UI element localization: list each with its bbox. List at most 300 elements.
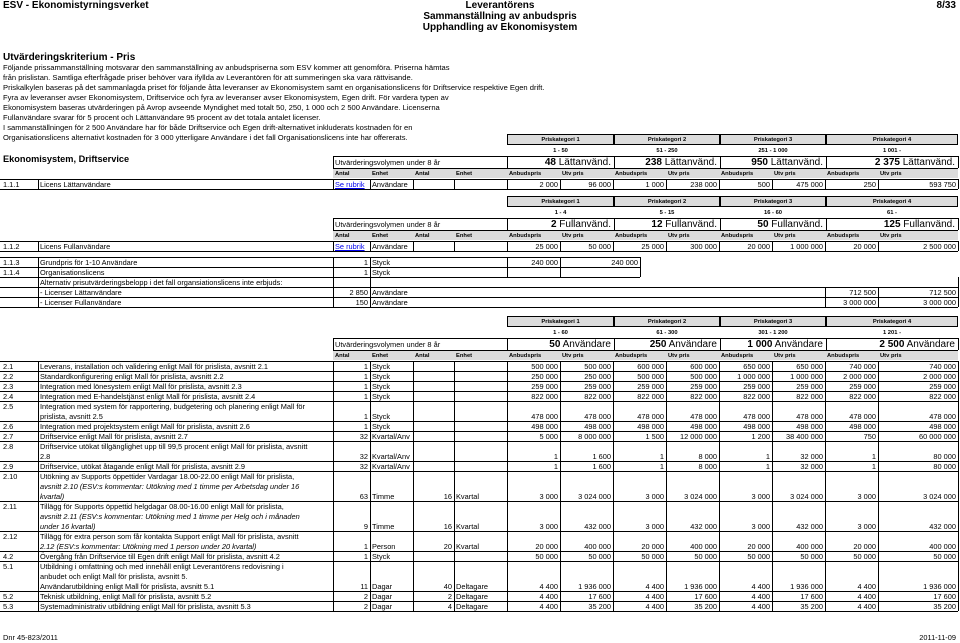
row-qty2: 40 — [443, 582, 452, 591]
row-text: Systemadministrativ utbildning enligt Mall för prislista, avsnitt 5.3 — [40, 602, 251, 611]
rule-line — [370, 257, 371, 307]
row-text: Licens Lättanvändare — [40, 180, 111, 189]
row-unit2: Deltagare — [456, 592, 489, 601]
section-heading: Utvärderingskriterium - Pris — [3, 52, 136, 63]
rule-line — [825, 381, 826, 391]
header-mid: Sammanställning av anbudspris — [423, 11, 577, 22]
rule-line — [719, 361, 720, 371]
intro-line: I sammanställningen för 2 500 Användare har för både Driftservice och Egen drift-alternativet inkluderats kostnaden för en — [3, 123, 413, 132]
col-header-anbudspris: Anbudspris — [721, 353, 754, 359]
row-text: Licens Fullanvändare — [40, 242, 111, 251]
rule-line — [666, 591, 667, 601]
price-value: 1 936 000 — [684, 582, 717, 591]
rule-line — [507, 421, 508, 431]
price-value: 822 000 — [584, 392, 611, 401]
rule-line — [370, 461, 371, 471]
row-unit: Styck — [372, 392, 391, 401]
price-value: 38 400 000 — [786, 432, 823, 441]
price-value: 4 400 — [645, 592, 664, 601]
row-unit2: Deltagare — [456, 582, 489, 591]
category-label: Priskategori 4 — [872, 319, 912, 325]
row-text: Integration med lönesystem enligt Mall för prislista, avsnitt 2.3 — [40, 382, 242, 391]
rule-line — [454, 179, 455, 189]
col-header-anbudspris: Anbudspris — [615, 171, 648, 177]
page-number: 8/33 — [936, 0, 956, 11]
rule-line — [772, 591, 773, 601]
rule-line — [613, 561, 614, 591]
rule-line — [507, 257, 508, 277]
row-unit: Styck — [372, 552, 391, 561]
row-qty: 32 — [359, 432, 368, 441]
rule-line — [333, 391, 334, 401]
section-title: Ekonomisystem, Driftservice — [3, 154, 130, 164]
category-range: 1 - 60 — [553, 330, 568, 336]
price-value: 432 000 — [690, 522, 717, 531]
price-value: 20 000 — [853, 242, 876, 251]
se-rubrik-link[interactable]: Se rubrik — [335, 242, 365, 251]
price-value: 3 024 000 — [578, 492, 611, 501]
row-text: Alternativ prisutvärderingsbelopp i det fall organsiationslicens inte erbjuds: — [40, 278, 283, 287]
price-value: 50 000 — [853, 552, 876, 561]
volume-value — [826, 219, 955, 230]
rule-line — [772, 551, 773, 561]
rule-line — [38, 601, 39, 611]
header-bot: Upphandling av Ekonomisystem — [422, 22, 578, 33]
category-range: 16 - 60 — [763, 210, 783, 216]
price-value: 498 000 — [584, 422, 611, 431]
rule-line — [772, 241, 773, 251]
row-unit2: Deltagare — [456, 602, 489, 611]
rule-line — [825, 431, 826, 441]
rule-line — [825, 441, 826, 461]
rule-line — [958, 501, 959, 531]
intro-line: Följande prissammanställning motsvarar den sammanställning av anbudspriserna som ESV kommer att genomföra. Priserna hämtas — [3, 63, 450, 72]
price-value: 50 000 — [588, 242, 611, 251]
price-value: 1 600 — [592, 452, 611, 461]
rule-line — [613, 471, 614, 501]
rule-line — [560, 391, 561, 401]
rule-line — [370, 471, 371, 501]
rule-line — [333, 218, 334, 230]
rule-line — [666, 179, 667, 189]
price-value: 822 000 — [637, 392, 664, 401]
row-text: Organisationslicens — [40, 268, 105, 277]
category-range: 5 - 15 — [659, 210, 675, 216]
row-text: avsnitt 2.10 (ESV:s kommentar: Utökning med 1 timme per Arbetsdag under 16 — [40, 482, 300, 491]
category-label: Priskategori 3 — [753, 137, 793, 143]
row-text: Driftservice utökat tillgänglighet upp till 99,5 procent enligt Mall för prislista, avsnitt — [40, 442, 308, 451]
price-value: 478 000 — [637, 412, 664, 421]
rule-line — [825, 179, 826, 189]
rule-line — [454, 551, 455, 561]
price-value: 50 000 — [933, 552, 956, 561]
price-value: 1 — [871, 462, 876, 471]
row-id: 1.1.1 — [3, 180, 20, 189]
price-value: 1 936 000 — [923, 582, 956, 591]
col-header-utvpris: Utv pris — [774, 171, 796, 177]
price-value: 475 000 — [796, 180, 823, 189]
rule-line — [454, 561, 455, 591]
price-value: 478 000 — [531, 412, 558, 421]
rule-line — [613, 361, 614, 371]
col-header-utvpris: Utv pris — [668, 233, 690, 239]
price-value: 35 200 — [588, 602, 611, 611]
price-value: 750 — [863, 432, 876, 441]
col-header-utvpris: Utv pris — [668, 353, 690, 359]
rule-line — [666, 471, 667, 501]
rule-line — [38, 531, 39, 551]
row-text: Grundpris för 1-10 Användare — [40, 258, 138, 267]
price-value: 4 400 — [857, 602, 876, 611]
rule-line — [333, 257, 334, 307]
row-id: 2.1 — [3, 362, 14, 371]
price-value: 3 000 000 — [843, 298, 876, 307]
volume-value — [614, 219, 717, 230]
rule-line — [507, 391, 508, 401]
rule-line — [333, 441, 334, 461]
price-value: 1 — [553, 462, 558, 471]
price-value: 498 000 — [690, 422, 717, 431]
rule-line — [413, 381, 414, 391]
row-qty: 9 — [363, 522, 368, 531]
price-value: 1 936 000 — [578, 582, 611, 591]
col-header-antal: Antal — [335, 171, 350, 177]
price-value: 250 000 — [531, 372, 558, 381]
rule-line — [370, 361, 371, 371]
rule-line — [370, 391, 371, 401]
rule-line — [454, 441, 455, 461]
rule-line — [719, 531, 720, 551]
price-value: 1 500 — [645, 432, 664, 441]
rule-line — [507, 561, 508, 591]
row-id: 2.6 — [3, 422, 14, 431]
rule-line — [560, 431, 561, 441]
rule-line — [333, 371, 334, 381]
col-header-anbudspris: Anbudspris — [721, 171, 754, 177]
rule-line — [825, 391, 826, 401]
volume-number: 2 — [550, 219, 557, 230]
rule-line — [719, 471, 720, 501]
rule-line — [370, 591, 371, 601]
rule-line — [878, 179, 879, 189]
row-id: 1.1.4 — [3, 268, 20, 277]
intro-line: Ekonomisystem baseras utvärderingen på Avrop avseende Myndighet med totalt 50, 250, 1 000 och 2 500 Användare. Licenserna — [3, 103, 440, 112]
price-value: 50 000 — [747, 552, 770, 561]
rule-line — [719, 371, 720, 381]
category-range: 1 201 - — [882, 330, 902, 336]
rule-line — [613, 531, 614, 551]
rule-line — [772, 391, 773, 401]
price-value: 250 — [863, 180, 876, 189]
rule-line — [370, 371, 371, 381]
rule-line — [878, 431, 879, 441]
row-unit: Användare — [372, 180, 408, 189]
rule-line — [825, 471, 826, 501]
row-text: Tillägg för extra person som får kontakta Support enligt Mall för prislista, avsnitt — [40, 532, 299, 541]
row-unit: Timme — [372, 522, 395, 531]
price-value: 498 000 — [637, 422, 664, 431]
price-value: 3 000 — [539, 522, 558, 531]
price-value: 17 600 — [588, 592, 611, 601]
rule-line — [878, 381, 879, 391]
row-qty: 1 — [363, 542, 368, 551]
rule-line — [38, 401, 39, 421]
rule-line — [454, 591, 455, 601]
price-value: 478 000 — [584, 412, 611, 421]
volume-number: 50 — [757, 219, 769, 230]
price-value: 259 000 — [849, 382, 876, 391]
price-value: 240 000 — [531, 258, 558, 267]
category-range: 51 - 250 — [656, 148, 678, 154]
col-header-anbudspris: Anbudspris — [509, 233, 542, 239]
rule-line — [333, 471, 334, 501]
rule-line — [772, 471, 773, 501]
price-value: 712 500 — [849, 288, 876, 297]
rule-line — [878, 421, 879, 431]
rule-line — [333, 601, 334, 611]
rule-line — [454, 601, 455, 611]
price-value: 5 000 — [539, 432, 558, 441]
volume-number: 125 — [883, 219, 901, 230]
price-value: 1 000 — [645, 180, 664, 189]
rule-line — [719, 241, 720, 251]
volume-unit: Användare — [904, 339, 955, 350]
rule-line — [878, 441, 879, 461]
row-text: Utbildning i omfattning och med innehåll enligt Leverantörens redovisning i — [40, 562, 284, 571]
row-text: kvartal) — [40, 492, 65, 501]
rule-line — [878, 287, 879, 307]
rule-line — [413, 361, 414, 371]
rule-line — [958, 277, 959, 307]
volume-unit: Fullanvänd. — [900, 219, 955, 230]
rule-line — [507, 441, 508, 461]
row-id: 2.8 — [3, 442, 14, 451]
col-header-anbudspris: Anbudspris — [827, 171, 860, 177]
rule-line — [825, 287, 826, 307]
category-label: Priskategori 1 — [541, 199, 580, 205]
row-id: 2.9 — [3, 462, 14, 471]
rule-line — [719, 461, 720, 471]
price-value: 498 000 — [531, 422, 558, 431]
rule-line — [333, 401, 334, 421]
rule-line — [613, 381, 614, 391]
price-value: 259 000 — [929, 382, 956, 391]
row-text: Tillägg för Supports öppettid helgdagar 08.00-16.00 enligt Mall för prislista, — [40, 502, 284, 511]
rule-line — [333, 381, 334, 391]
col-header-utvpris: Utv pris — [562, 171, 584, 177]
row-qty: 2 850 — [349, 288, 368, 297]
price-value: 3 000 000 — [923, 298, 956, 307]
row-unit: Användare — [372, 288, 408, 297]
col-header-utvpris: Utv pris — [880, 171, 902, 177]
rule-line — [560, 421, 561, 431]
price-value: 35 200 — [800, 602, 823, 611]
price-value: 712 500 — [929, 288, 956, 297]
rule-line — [958, 218, 959, 230]
col-header-enhet: Enhet — [456, 233, 473, 239]
row-unit: Dagar — [372, 582, 393, 591]
price-value: 822 000 — [531, 392, 558, 401]
price-value: 17 600 — [933, 592, 956, 601]
price-value: 25 000 — [641, 242, 664, 251]
rule-line — [613, 179, 614, 189]
rule-line — [507, 179, 508, 189]
rule-line — [719, 179, 720, 189]
volume-value — [720, 339, 823, 350]
price-value: 1 — [659, 462, 664, 471]
row-qty2: 16 — [443, 492, 452, 501]
rule-line — [413, 591, 414, 601]
rule-line — [958, 561, 959, 591]
price-value: 1 200 — [751, 432, 770, 441]
row-unit: Person — [372, 542, 396, 551]
row-text: Integration med E-handelstjänst enligt Mall för prislista, avsnitt 2.4 — [40, 392, 256, 401]
price-value: 432 000 — [929, 522, 956, 531]
rule-line — [958, 156, 959, 168]
row-qty2: 20 — [443, 542, 452, 551]
col-header-antal: Antal — [335, 353, 350, 359]
row-text: Övergång från Driftservice till Egen drift enligt Mall för prislista, avsnitt 4.2 — [40, 552, 280, 561]
price-value: 400 000 — [796, 542, 823, 551]
col-header-antal: Antal — [335, 233, 350, 239]
volume-number: 12 — [651, 219, 663, 230]
category-range: 1 - 50 — [553, 148, 568, 154]
rule-line — [38, 257, 39, 307]
row-text: Integration med system för rapportering, budgetering och planering enligt Mall för — [40, 402, 305, 411]
row-id: 5.1 — [3, 562, 14, 571]
rule-line — [413, 601, 414, 611]
rule-line — [333, 591, 334, 601]
rule-line — [560, 381, 561, 391]
row-id: 4.2 — [3, 552, 14, 561]
rule-line — [0, 251, 958, 252]
price-value: 20 000 — [853, 542, 876, 551]
row-qty: 63 — [359, 492, 368, 501]
rule-line — [878, 461, 879, 471]
row-text: anbudet och enligt Mall för prislista, avsnitt 5. — [40, 572, 188, 581]
volume-unit: Användare — [772, 339, 823, 350]
col-header-enhet: Enhet — [372, 233, 389, 239]
rule-line — [413, 561, 414, 591]
col-header-antal: Antal — [415, 171, 430, 177]
row-qty: 1 — [363, 392, 368, 401]
price-value: 4 400 — [645, 602, 664, 611]
category-range: 251 - 1 000 — [758, 148, 788, 154]
rule-line — [507, 591, 508, 601]
rule-line — [38, 431, 39, 441]
rule-line — [507, 531, 508, 551]
rule-line — [507, 371, 508, 381]
row-qty2: 2 — [447, 592, 452, 601]
se-rubrik-link[interactable]: Se rubrik — [335, 180, 365, 189]
rule-line — [719, 401, 720, 421]
row-qty: 1 — [363, 412, 368, 421]
price-value: 35 200 — [694, 602, 717, 611]
col-header-antal: Antal — [415, 353, 430, 359]
rule-line — [719, 441, 720, 461]
rule-line — [333, 361, 334, 371]
rule-line — [413, 441, 414, 461]
rule-line — [825, 401, 826, 421]
rule-line — [454, 391, 455, 401]
rule-line — [507, 241, 508, 251]
price-value: 432 000 — [584, 522, 611, 531]
rule-line — [560, 471, 561, 501]
rule-line — [413, 471, 414, 501]
price-value: 35 200 — [933, 602, 956, 611]
rule-line — [560, 601, 561, 611]
rule-line — [560, 241, 561, 251]
rule-line — [613, 551, 614, 561]
rule-line — [454, 241, 455, 251]
price-value: 96 000 — [588, 180, 611, 189]
volume-number: 1 000 — [747, 339, 773, 350]
rule-line — [560, 361, 561, 371]
rule-line — [413, 391, 414, 401]
volume-number: 48 — [544, 157, 556, 168]
rule-line — [613, 391, 614, 401]
rule-line — [878, 401, 879, 421]
intro-line: Priskalkylen baseras på det sammanlagda priset för följande åtta leveranser av Ekonomisystem samt en organisationslicens för Driftservice respektive Egen drift. — [3, 83, 545, 92]
price-value: 498 000 — [849, 422, 876, 431]
rule-line — [370, 531, 371, 551]
volume-unit: Fullanvänd. — [556, 219, 611, 230]
row-text: Leverans, installation och validering enligt Mall för prislista, avsnitt 2.1 — [40, 362, 268, 371]
volume-value — [507, 339, 611, 350]
category-label: Priskategori 2 — [647, 137, 687, 143]
price-value: 498 000 — [929, 422, 956, 431]
intro-line: Organisationslicens alternativt kostnaden för 3 000 ytterligare Användare i det fall Organisationslicens inte har offererats. — [3, 133, 408, 142]
rule-line — [0, 189, 958, 190]
price-value: 400 000 — [584, 542, 611, 551]
rule-line — [878, 361, 879, 371]
rule-line — [560, 501, 561, 531]
rule-line — [38, 441, 39, 461]
intro-line: Fullanvändare svarar för 5 procent och Lättanvändare 95 procent av det totala antalet licenser. — [3, 113, 321, 122]
rule-line — [772, 561, 773, 591]
price-value: 1 — [765, 452, 770, 461]
rule-line — [719, 381, 720, 391]
col-header-anbudspris: Anbudspris — [615, 353, 648, 359]
rule-line — [38, 551, 39, 561]
price-value: 2 000 — [539, 180, 558, 189]
rule-line — [38, 381, 39, 391]
price-value: 20 000 — [747, 542, 770, 551]
rule-line — [719, 601, 720, 611]
rule-line — [719, 431, 720, 441]
col-header-utvpris: Utv pris — [562, 353, 584, 359]
row-unit: Användare — [372, 298, 408, 307]
rule-line — [613, 241, 614, 251]
rule-line — [454, 361, 455, 371]
price-value: 1 000 000 — [737, 372, 770, 381]
rule-line — [38, 471, 39, 501]
rule-line — [772, 371, 773, 381]
price-value: 498 000 — [796, 422, 823, 431]
price-value: 1 — [659, 452, 664, 461]
price-value: 50 000 — [800, 552, 823, 561]
rule-line — [370, 421, 371, 431]
rule-line — [370, 431, 371, 441]
rule-line — [958, 241, 959, 251]
row-qty: 32 — [359, 452, 368, 461]
rule-line — [878, 371, 879, 381]
rule-line — [958, 441, 959, 461]
volume-value — [614, 339, 717, 350]
price-value: 500 000 — [531, 362, 558, 371]
price-value: 650 000 — [796, 362, 823, 371]
row-unit: Styck — [372, 412, 391, 421]
